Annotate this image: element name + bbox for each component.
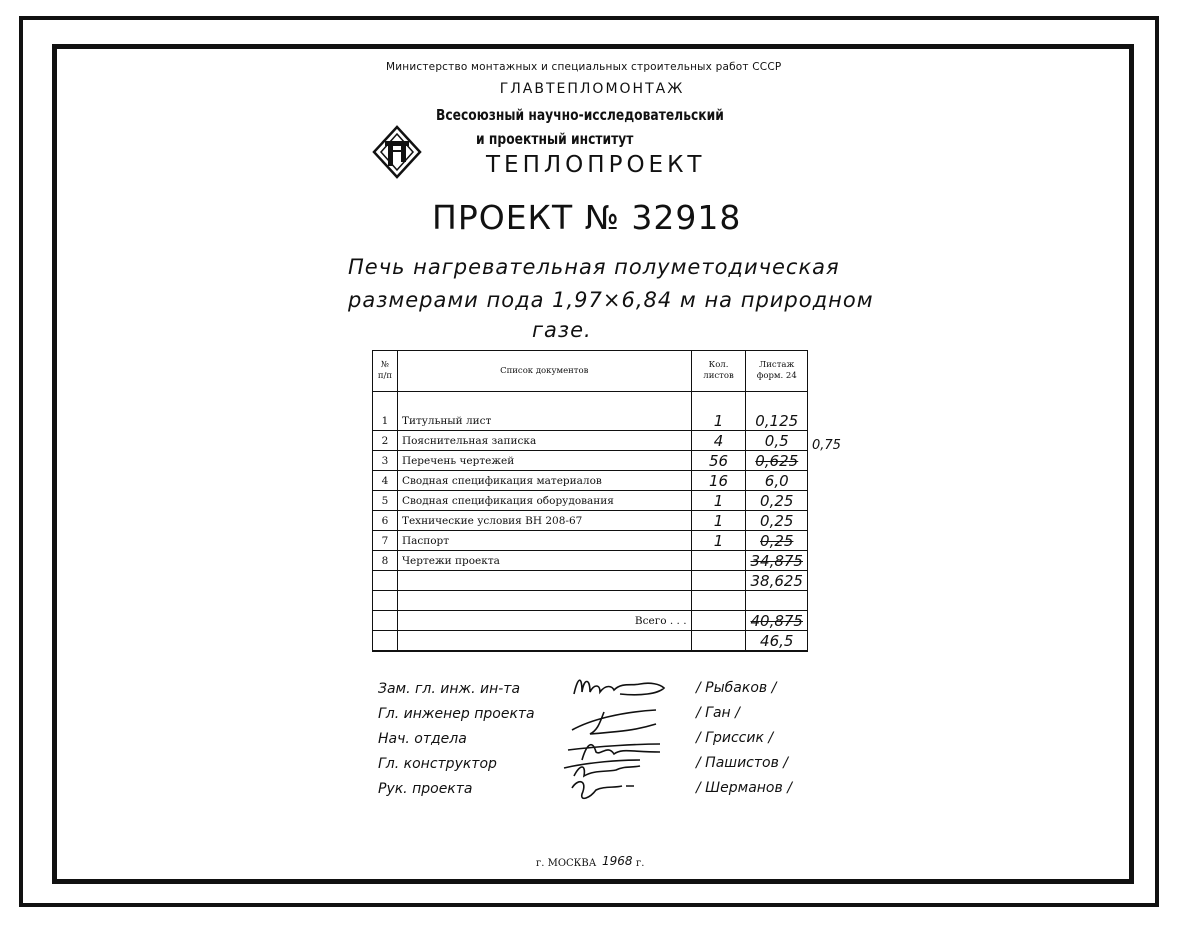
signature-title: Гл. конструктор <box>378 756 497 772</box>
project-title: ПРОЕКТ № 32918 <box>432 198 742 237</box>
project-description-1: Печь нагревательная полуметодическая <box>348 255 840 279</box>
table-row: 4 Сводная спецификация материалов 16 6,0 <box>373 471 808 491</box>
institute-logo-icon <box>372 125 422 179</box>
signature-title: Рук. проекта <box>378 781 473 797</box>
table-row <box>373 571 808 591</box>
org-name: ГЛАВТЕПЛОМОНТАЖ <box>499 81 685 97</box>
signer-name: / Шерманов / <box>696 780 792 796</box>
header-name: Список документов <box>397 351 691 392</box>
margin-note: 0,75 <box>812 438 841 453</box>
header-num: № п/п <box>373 351 398 392</box>
footer-year: 1968 <box>602 854 633 868</box>
signer-name: / Рыбаков / <box>696 680 777 696</box>
institute-line-2: и проектный институт <box>476 130 634 148</box>
ministry-line: Министерство монтажных и специальных строительных работ СССР <box>386 61 782 73</box>
header-format: Листаж форм. 24 <box>746 351 808 392</box>
total-old: 40,875 <box>746 611 808 631</box>
footer-city: г. МОСКВА <box>536 858 597 869</box>
institute-name: ТЕПЛОПРОЕКТ <box>486 152 706 178</box>
signature-title: Гл. инженер проекта <box>378 706 535 722</box>
signature-title: Нач. отдела <box>378 731 467 747</box>
table-row: 2 Пояснительная записка 4 0,5 <box>373 431 808 451</box>
project-description-3: газе. <box>532 318 592 342</box>
total-label: Всего . . . <box>397 611 691 631</box>
project-description-2: размерами пода 1,97×6,84 м на природном <box>348 288 874 312</box>
header-qty: Кол. листов <box>691 351 746 392</box>
table-row: 3 Перечень чертежей 56 0,625 <box>373 451 808 471</box>
table-row: 5 Сводная спецификация оборудования 1 0,25 <box>373 491 808 511</box>
signer-name: / Пашистов / <box>696 755 789 771</box>
table-row: 7 Паспорт 1 0,25 <box>373 531 808 551</box>
row8-correction: 38,625 <box>746 571 808 591</box>
table-row: 6 Технические условия ВН 208-67 1 0,25 <box>373 511 808 531</box>
signer-name: / Гриссик / <box>696 730 774 746</box>
table-total-row <box>373 611 808 631</box>
table-row <box>373 631 808 652</box>
signature-title: Зам. гл. инж. ин-та <box>378 681 521 697</box>
footer-year-suffix: г. <box>636 858 645 869</box>
table-row: 1 Титульный лист 1 0,125 <box>373 411 808 431</box>
documents-table <box>372 350 808 652</box>
table-header-row <box>373 351 808 392</box>
table-row: 8 Чертежи проекта 34,875 <box>373 551 808 571</box>
total-new: 46,5 <box>746 631 808 652</box>
handwritten-signatures <box>560 668 690 808</box>
signer-name: / Ган / <box>696 705 740 721</box>
institute-line-1: Всесоюзный научно-исследовательский <box>436 106 724 124</box>
table-row <box>373 591 808 611</box>
